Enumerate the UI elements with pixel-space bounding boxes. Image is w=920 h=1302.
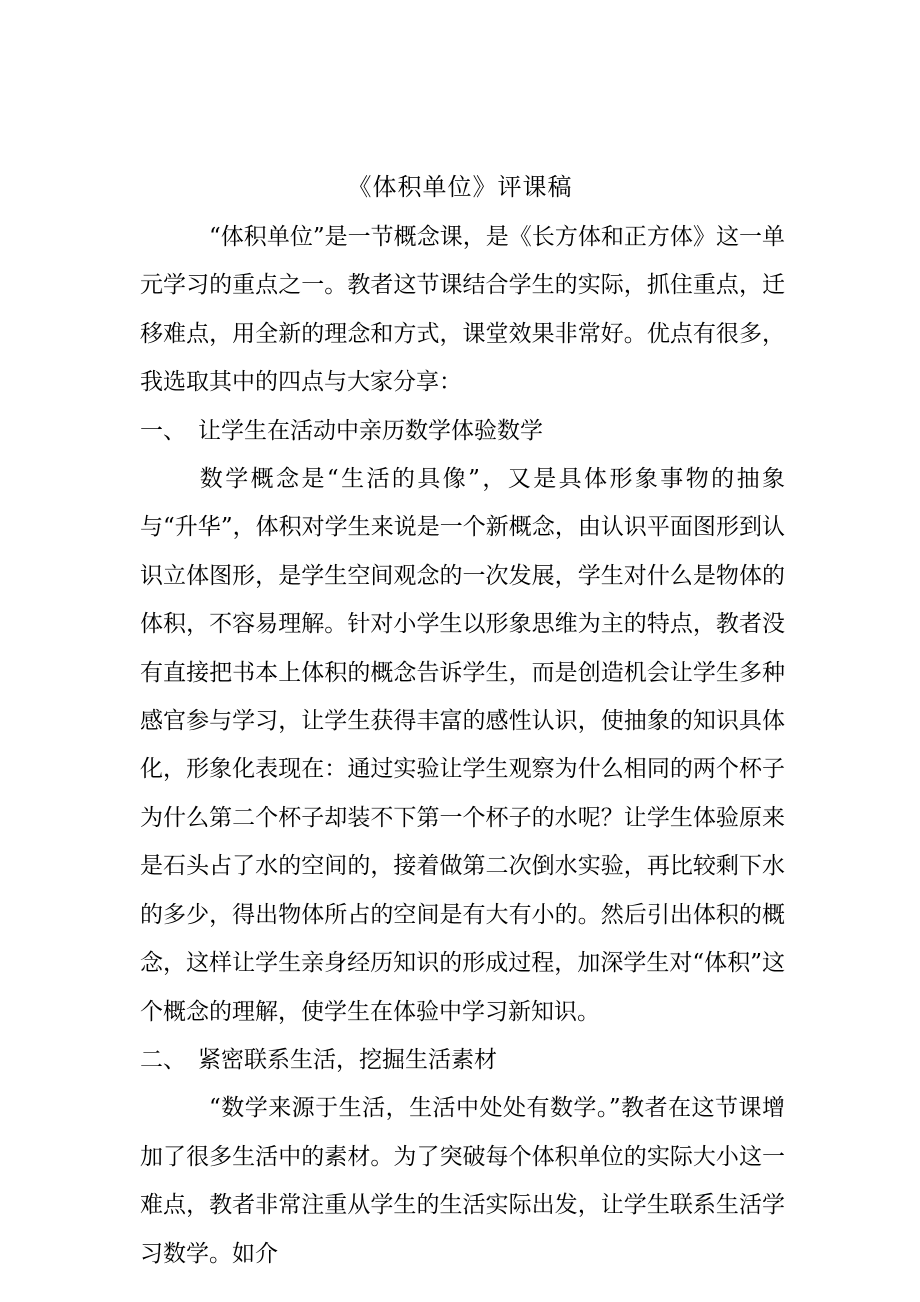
document-body bbox=[140, 213, 785, 1278]
section-2-paragraph: “数学来源于生活，生活中处处有数学。”教者在这节课增加了很多生活中的素材。为了突破每个体积单位的实际大小这一难点，教者非常注重从学生的生活实际出发，让学生联系生活学习数学。如介 bbox=[140, 1095, 785, 1267]
section-1-heading bbox=[140, 407, 785, 455]
section-1-number: 一、 bbox=[140, 417, 186, 444]
section-1-paragraph: 数学概念是“生活的具像”，又是具体形象事物的抽象与“升华”，体积对学生来说是一个新概念，由认识平面图形到认识立体图形，是学生空间观念的一次发展，学生对什么是物体的体积，不容易理解。针对小学生以形象思维为主的特点，教者没有直接把书本上体积的概念告诉学生，而是创造机会让学生多种感官参与学习，让学生获得丰富的感性认识，使抽象的知识具体化，形象化表现在：通过实验让学生观察为什么相同的两个杯子为什么第二个杯子却装不下第一个杯子的水呢？让学生体验原来是石头占了水的空间的，接着做第二次倒水实验，再比较剩下水的多少，得出物体所占的空间是有大有小的。然后引出体积的概念，这样让学生亲身经历知识的形成过程，加深学生对“体积”这个概念的理解，使学生在体验中学习新知识。 bbox=[140, 466, 785, 1025]
section-2-heading bbox=[140, 1036, 785, 1084]
section-2-number: 二、 bbox=[140, 1046, 186, 1073]
intro-paragraph: “体积单位”是一节概念课，是《长方体和正方体》这一单元学习的重点之一。教者这节课结合学生的实际，抓住重点，迁移难点，用全新的理念和方式，课堂效果非常好。优点有很多，我选取其中的四点与大家分享： bbox=[140, 224, 785, 396]
document-title: 《体积单位》评课稿 bbox=[347, 173, 573, 201]
section-2-heading-text: 紧密联系生活，挖掘生活素材 bbox=[198, 1046, 497, 1073]
section-1-heading-text: 让学生在活动中亲历数学体验数学 bbox=[198, 417, 543, 444]
